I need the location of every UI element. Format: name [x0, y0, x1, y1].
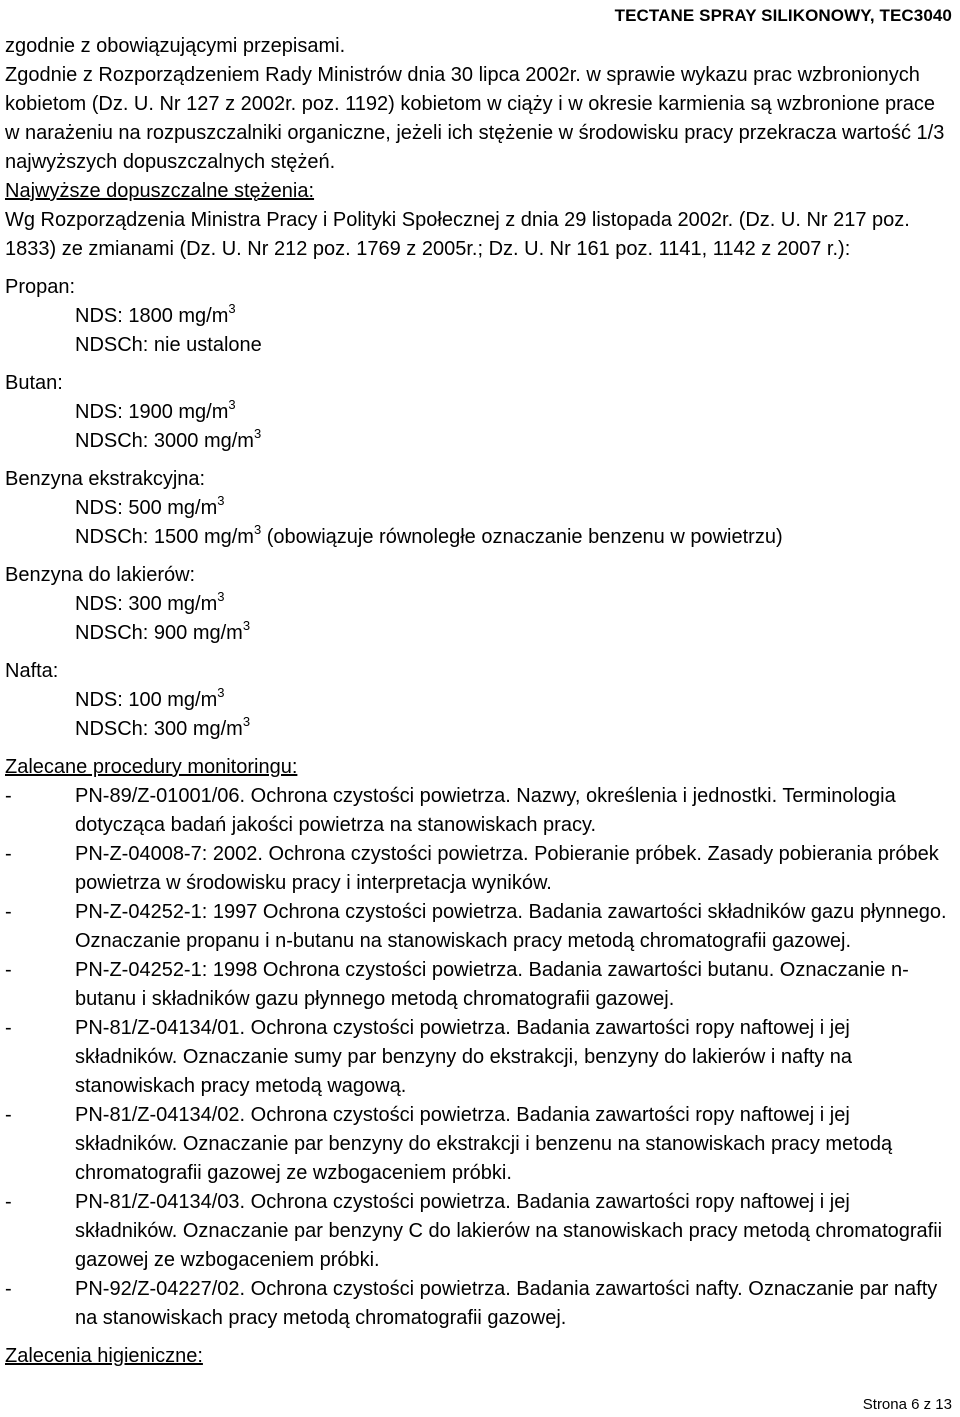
substance-benzyna-do-lakierow	[5, 561, 953, 648]
substance-propan	[5, 273, 953, 360]
monitoring-procedure-list	[5, 782, 953, 1333]
nds-value: NDS: 1800 $mg/m^3$	[75, 301, 236, 327]
nds-value: NDS: 300 $mg/m^3$	[75, 589, 225, 615]
list-item: - PN-92/Z-04227/02. Ochrona czystości powietrza. Badania zawartości nafty. Oznaczanie par nafty na stanowiskach pracy metodą chromatografii gazowej.	[5, 1278, 938, 1329]
intro-paragraph: Zgodnie z Rozporządzeniem Rady Ministrów dnia 30 lipca 2002r. w sprawie wykazu prac wzbronionych kobietom (Dz. U. Nr 127 z 2002r. poz. 1192) kobietom w ciąży i w okresie karmienia są wzbronione prace w narażeniu na rozpuszczalniki organiczne, jeżeli ich stężenie w środowisku pracy przekracza wartość 1/3 najwyższych dopuszczalnych stężeń.	[5, 64, 945, 173]
substance-name: Butan:	[5, 372, 63, 394]
list-item: - PN-89/Z-01001/06. Ochrona czystości powietrza. Nazwy, określenia i jednostki. Terminologia dotycząca badań jakości powietrza na stanowiskach pracy.	[5, 785, 896, 836]
list-item: - PN-Z-04252-1: 1998 Ochrona czystości powietrza. Badania zawartości butanu. Oznaczanie n-butanu i składników gazu płynnego metodą chromatografii gazowej.	[5, 959, 909, 1010]
limits-regulation: Wg Rozporządzenia Ministra Pracy i Polityki Społecznej z dnia 29 listopada 2002r. (Dz. U. Nr 217 poz. 1833) ze zmianami (Dz. U. Nr 212 poz. 1769 z 2005r.; Dz. U. Nr 161 poz. 1141, 1142 z 2007 r.):	[5, 209, 910, 260]
nds-value: NDS: 1900 $mg/m^3$	[75, 397, 236, 423]
list-item: - PN-Z-04252-1: 1997 Ochrona czystości powietrza. Badania zawartości składników gazu płynnego. Oznaczanie propanu i n-butanu na stanowiskach pracy metodą chromatografii gazowej.	[5, 901, 947, 952]
intro-line: zgodnie z obowiązującymi przepisami.	[5, 35, 346, 57]
substance-benzyna-ekstrakcyjna	[5, 465, 953, 552]
hygiene-title: Zalecenia higieniczne:	[5, 1345, 203, 1367]
substance-list	[5, 273, 953, 744]
document-body	[5, 32, 953, 1371]
substance-note: (obowiązuje równoległe oznaczanie benzenu w powietrzu)	[261, 526, 783, 548]
ndsch-value: NDSCh: 3000 $mg/m^3$	[75, 426, 262, 452]
list-item: - PN-Z-04008-7: 2002. Ochrona czystości powietrza. Pobieranie próbek. Zasady pobierania próbek powietrza w środowisku pracy i interpretacja wyników.	[5, 843, 939, 894]
ndsch-value: NDSCh: 1500 $mg/m^3$ (obowiązuje równoległe oznaczanie benzenu w powietrzu)	[75, 522, 783, 548]
ndsch-value: NDSCh: 900 $mg/m^3$	[75, 618, 251, 644]
list-item: - PN-81/Z-04134/02. Ochrona czystości powietrza. Badania zawartości ropy naftowej i jej składników. Oznaczanie par benzyny do ekstrakcji i benzenu na stanowiskach pracy metodą chromatografii gazowej ze wzbogaceniem próbki.	[5, 1104, 893, 1184]
substance-name: Propan:	[5, 276, 76, 298]
page-number: Strona 6 z 13	[862, 1396, 952, 1413]
substance-butan	[5, 369, 953, 456]
ndsch-value: NDSCh: nie ustalone	[75, 334, 262, 356]
document-header: TECTANE SPRAY SILIKONOWY, TEC3040	[614, 6, 952, 25]
monitoring-title: Zalecane procedury monitoringu:	[5, 756, 298, 778]
substance-nafta	[5, 657, 953, 744]
list-item: - PN-81/Z-04134/03. Ochrona czystości powietrza. Badania zawartości ropy naftowej i jej składników. Oznaczanie par benzyny C do lakierów na stanowiskach pracy metodą chromatografii gazowej ze wzbogaceniem próbki.	[5, 1191, 943, 1271]
substance-name: Benzyna do lakierów:	[5, 564, 196, 586]
list-item: - PN-81/Z-04134/01. Ochrona czystości powietrza. Badania zawartości ropy naftowej i jej składników. Oznaczanie sumy par benzyny do ekstrakcji, benzyny do lakierów i nafty na stanowiskach pracy metodą wagową.	[5, 1017, 853, 1097]
substance-name: Benzyna ekstrakcyjna:	[5, 468, 206, 490]
nds-value: NDS: 500 $mg/m^3$	[75, 493, 225, 519]
substance-name: Nafta:	[5, 660, 59, 682]
ndsch-value: NDSCh: 300 $mg/m^3$	[75, 714, 251, 740]
limits-title: Najwyższe dopuszczalne stężenia:	[5, 180, 315, 202]
nds-value: NDS: 100 $mg/m^3$	[75, 685, 225, 711]
